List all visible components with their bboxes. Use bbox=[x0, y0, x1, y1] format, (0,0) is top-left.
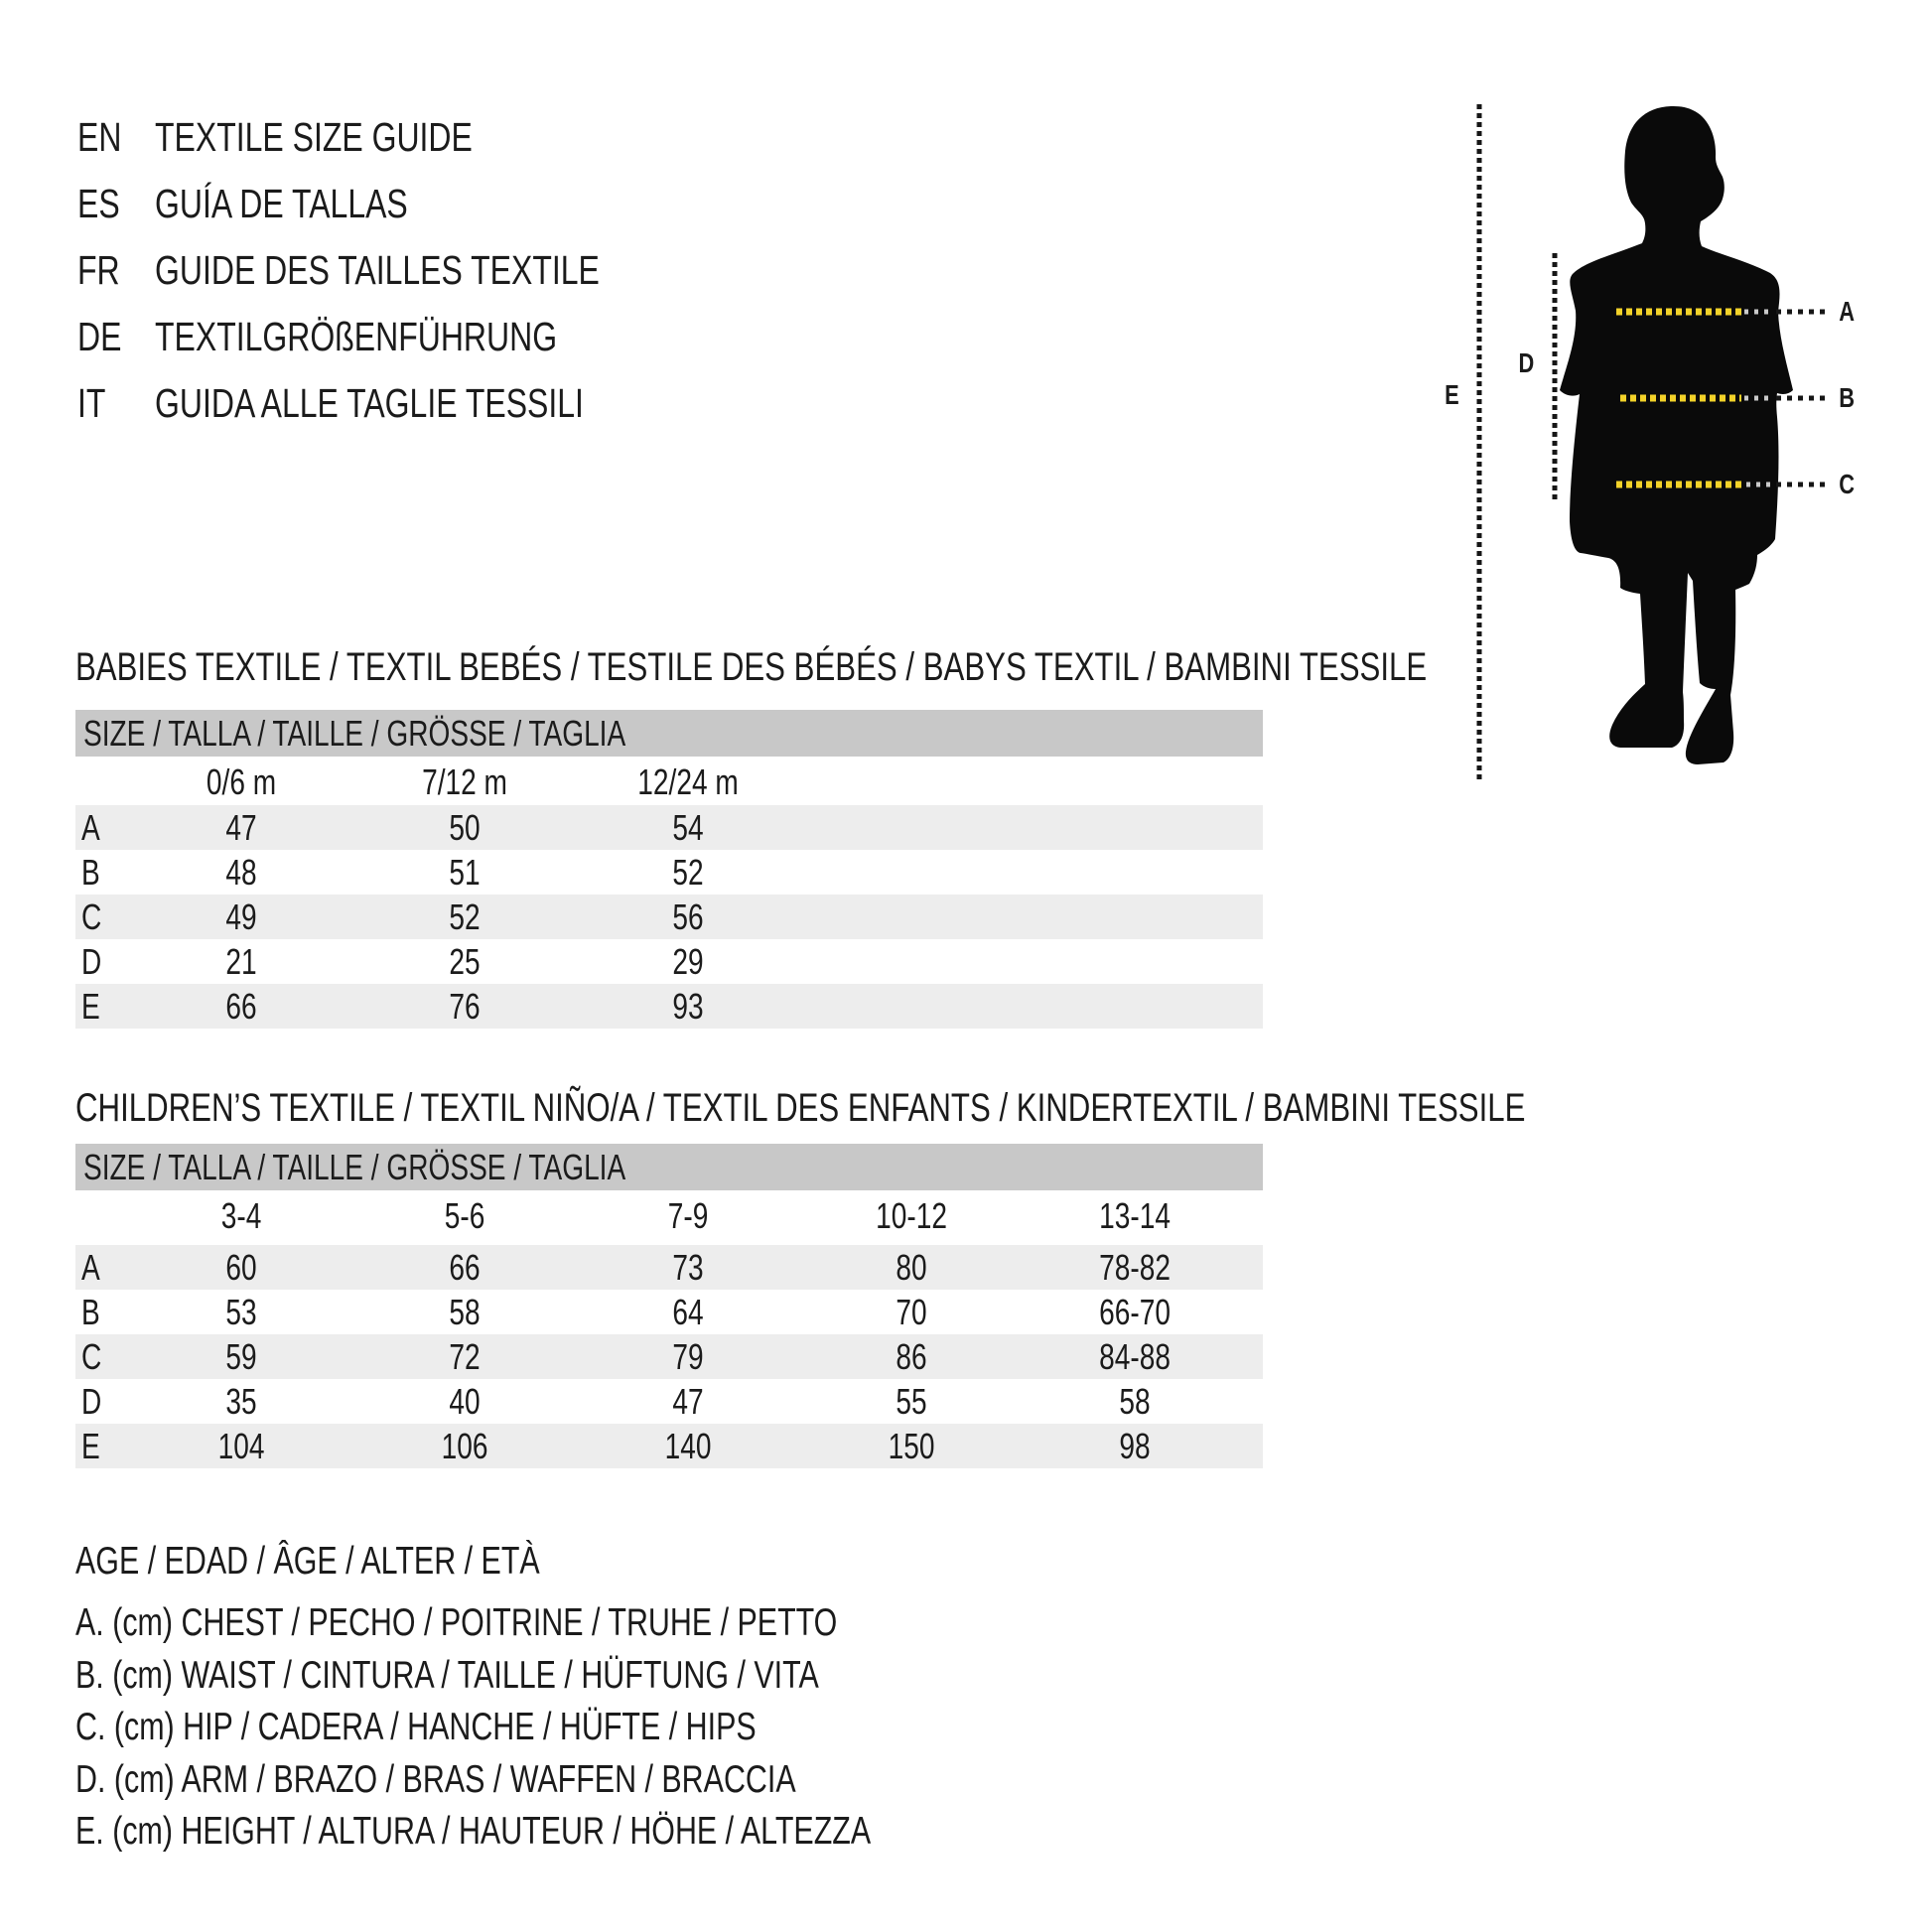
language-title: GUIDA ALLE TAGLIE TESSILI bbox=[155, 380, 584, 426]
cell-value: 66-70 bbox=[1099, 1291, 1172, 1332]
language-code: IT bbox=[77, 380, 106, 426]
table-row bbox=[75, 1379, 1263, 1424]
language-row bbox=[77, 113, 562, 161]
language-title: TEXTILGRÖßENFÜHRUNG bbox=[155, 314, 558, 359]
cell-value: 78-82 bbox=[1099, 1246, 1172, 1288]
cell-value: 52 bbox=[672, 851, 705, 893]
table-row bbox=[75, 1334, 1263, 1379]
row-label: E bbox=[81, 1425, 100, 1466]
row-label: C bbox=[81, 1335, 102, 1377]
cell-value: 54 bbox=[672, 806, 705, 848]
cell-value: 48 bbox=[225, 851, 258, 893]
table-row bbox=[75, 1424, 1263, 1468]
table-row bbox=[75, 939, 1263, 984]
legend-age-line: AGE / EDAD / ÂGE / ALTER / ETÀ bbox=[75, 1540, 540, 1583]
children-column-header-row bbox=[75, 1194, 1263, 1238]
cell-value: 29 bbox=[672, 940, 705, 982]
language-code: EN bbox=[77, 114, 122, 160]
cell-value: 76 bbox=[449, 985, 482, 1027]
children-size-header-bar: SIZE / TALLA / TAILLE / GRÖSSE / TAGLIA bbox=[75, 1144, 1263, 1190]
row-label: B bbox=[81, 1291, 100, 1332]
cell-value: 80 bbox=[896, 1246, 928, 1288]
cell-value: 64 bbox=[672, 1291, 705, 1332]
figure-label-height: E bbox=[1445, 379, 1459, 410]
cell-value: 58 bbox=[449, 1291, 482, 1332]
cell-value: 40 bbox=[449, 1380, 482, 1422]
language-code: FR bbox=[77, 247, 120, 293]
cell-value: 50 bbox=[449, 806, 482, 848]
row-label: E bbox=[81, 985, 100, 1027]
figure-label-chest: A bbox=[1839, 296, 1856, 327]
babies-size-header-bar: SIZE / TALLA / TAILLE / GRÖSSE / TAGLIA bbox=[75, 710, 1263, 757]
legend-line-b: B. (cm) WAIST / CINTURA / TAILLE / HÜFTUNG / VITA bbox=[75, 1654, 819, 1697]
cell-value: 150 bbox=[889, 1425, 935, 1466]
cell-value: 52 bbox=[449, 896, 482, 937]
column-header: 0/6 m bbox=[207, 761, 277, 802]
cell-value: 93 bbox=[672, 985, 705, 1027]
cell-value: 104 bbox=[218, 1425, 265, 1466]
language-row bbox=[77, 379, 705, 427]
cell-value: 79 bbox=[672, 1335, 705, 1377]
cell-value: 66 bbox=[225, 985, 258, 1027]
table-row bbox=[75, 1290, 1263, 1334]
cell-value: 84-88 bbox=[1099, 1335, 1172, 1377]
cell-value: 47 bbox=[225, 806, 258, 848]
column-header: 7/12 m bbox=[422, 761, 508, 802]
cell-value: 98 bbox=[1119, 1425, 1152, 1466]
legend-line-d: D. (cm) ARM / BRAZO / BRAS / WAFFEN / BRACCIA bbox=[75, 1758, 796, 1801]
cell-value: 58 bbox=[1119, 1380, 1152, 1422]
row-label: B bbox=[81, 851, 100, 893]
column-header: 12/24 m bbox=[637, 761, 740, 802]
language-row bbox=[77, 246, 725, 294]
cell-value: 70 bbox=[896, 1291, 928, 1332]
column-header: 5-6 bbox=[445, 1195, 485, 1236]
table-row bbox=[75, 984, 1263, 1029]
column-header: 13-14 bbox=[1099, 1195, 1172, 1236]
language-row bbox=[77, 313, 670, 360]
column-header: 10-12 bbox=[876, 1195, 948, 1236]
language-code: DE bbox=[77, 314, 122, 359]
language-title: GUÍA DE TALLAS bbox=[155, 181, 408, 226]
row-label: C bbox=[81, 896, 102, 937]
child-silhouette bbox=[1560, 106, 1793, 764]
cell-value: 35 bbox=[225, 1380, 258, 1422]
column-header: 3-4 bbox=[221, 1195, 262, 1236]
figure-label-hip: C bbox=[1839, 469, 1856, 499]
legend-line-c: C. (cm) HIP / CADERA / HANCHE / HÜFTE / HIPS bbox=[75, 1706, 757, 1748]
row-label: A bbox=[81, 1246, 100, 1288]
legend-line-a: A. (cm) CHEST / PECHO / POITRINE / TRUHE / PETTO bbox=[75, 1601, 838, 1644]
cell-value: 72 bbox=[449, 1335, 482, 1377]
language-title: TEXTILE SIZE GUIDE bbox=[155, 114, 473, 160]
cell-value: 53 bbox=[225, 1291, 258, 1332]
cell-value: 60 bbox=[225, 1246, 258, 1288]
row-label: D bbox=[81, 1380, 102, 1422]
cell-value: 49 bbox=[225, 896, 258, 937]
cell-value: 56 bbox=[672, 896, 705, 937]
cell-value: 86 bbox=[896, 1335, 928, 1377]
cell-value: 106 bbox=[442, 1425, 488, 1466]
cell-value: 25 bbox=[449, 940, 482, 982]
cell-value: 59 bbox=[225, 1335, 258, 1377]
figure-label-waist: B bbox=[1839, 382, 1856, 413]
table-row bbox=[75, 805, 1263, 850]
cell-value: 55 bbox=[896, 1380, 928, 1422]
cell-value: 47 bbox=[672, 1380, 705, 1422]
language-title: GUIDE DES TAILLES TEXTILE bbox=[155, 247, 600, 293]
row-label: D bbox=[81, 940, 102, 982]
cell-value: 51 bbox=[449, 851, 482, 893]
table-row bbox=[75, 850, 1263, 895]
cell-value: 73 bbox=[672, 1246, 705, 1288]
row-label: A bbox=[81, 806, 100, 848]
cell-value: 140 bbox=[665, 1425, 712, 1466]
table-row bbox=[75, 1245, 1263, 1290]
babies-column-header-row bbox=[75, 760, 1263, 804]
language-row bbox=[77, 180, 480, 227]
column-header: 7-9 bbox=[668, 1195, 709, 1236]
legend-line-e: E. (cm) HEIGHT / ALTURA / HAUTEUR / HÖHE / ALTEZZA bbox=[75, 1810, 872, 1853]
figure-label-arm: D bbox=[1518, 347, 1534, 378]
language-code: ES bbox=[77, 181, 120, 226]
child-silhouette-diagram bbox=[1370, 50, 1932, 804]
children-section-heading: CHILDREN’S TEXTILE / TEXTIL NIÑO/A / TEXTIL DES ENFANTS / KINDERTEXTIL / BAMBINI TESSILE bbox=[75, 1086, 1526, 1130]
table-row bbox=[75, 895, 1263, 939]
cell-value: 21 bbox=[225, 940, 258, 982]
cell-value: 66 bbox=[449, 1246, 482, 1288]
babies-section-heading: BABIES TEXTILE / TEXTIL BEBÉS / TESTILE DES BÉBÉS / BABYS TEXTIL / BAMBINI TESSILE bbox=[75, 645, 1428, 689]
